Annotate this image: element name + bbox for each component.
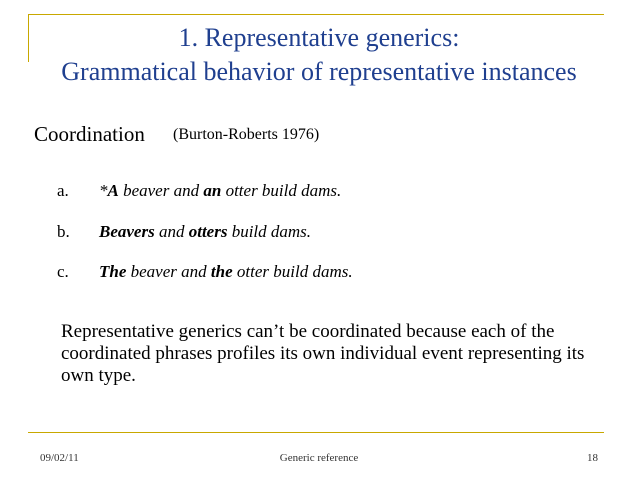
example-sentence [99,222,311,242]
sentence-part-bold: Beavers [99,222,155,241]
section-reference: (Burton-Roberts 1976) [173,126,320,143]
left-rule [28,14,29,62]
sentence-part-bold: A [107,181,119,200]
sentence-part-bold: otters [188,222,228,241]
sentence-part-bold: The [99,262,127,281]
footer-page-number: 18 [587,452,598,464]
sentence-part: build dams. [227,222,312,241]
sentence-part: * [99,181,108,200]
sentence-part: otter build dams. [221,181,342,200]
top-rule [28,14,604,15]
sentence-part-bold: the [210,262,233,281]
sentence-part: otter build dams. [232,262,353,281]
slide-title-line-1: 1. Representative generics: [178,23,460,52]
footer-title: Generic reference [279,452,359,464]
example-label: b. [57,222,70,241]
footer-date: 09/02/11 [40,452,79,464]
section-heading: Coordination [34,122,145,146]
sentence-part: beaver and [126,262,211,281]
slide-title-line-2: Grammatical behavior of representative instances [61,57,577,86]
explanation-text: Representative generics can’t be coordinated because each of the coordinated phrases profiles its own individual event representing its own type. [61,321,585,386]
sentence-part-bold: an [203,181,222,200]
example-sentence [99,262,353,282]
example-sentence [99,181,341,201]
example-label: c. [57,262,69,281]
sentence-part: beaver and [118,181,204,200]
example-label: a. [57,181,69,200]
footer-rule [28,432,604,433]
sentence-part: and [154,222,189,241]
